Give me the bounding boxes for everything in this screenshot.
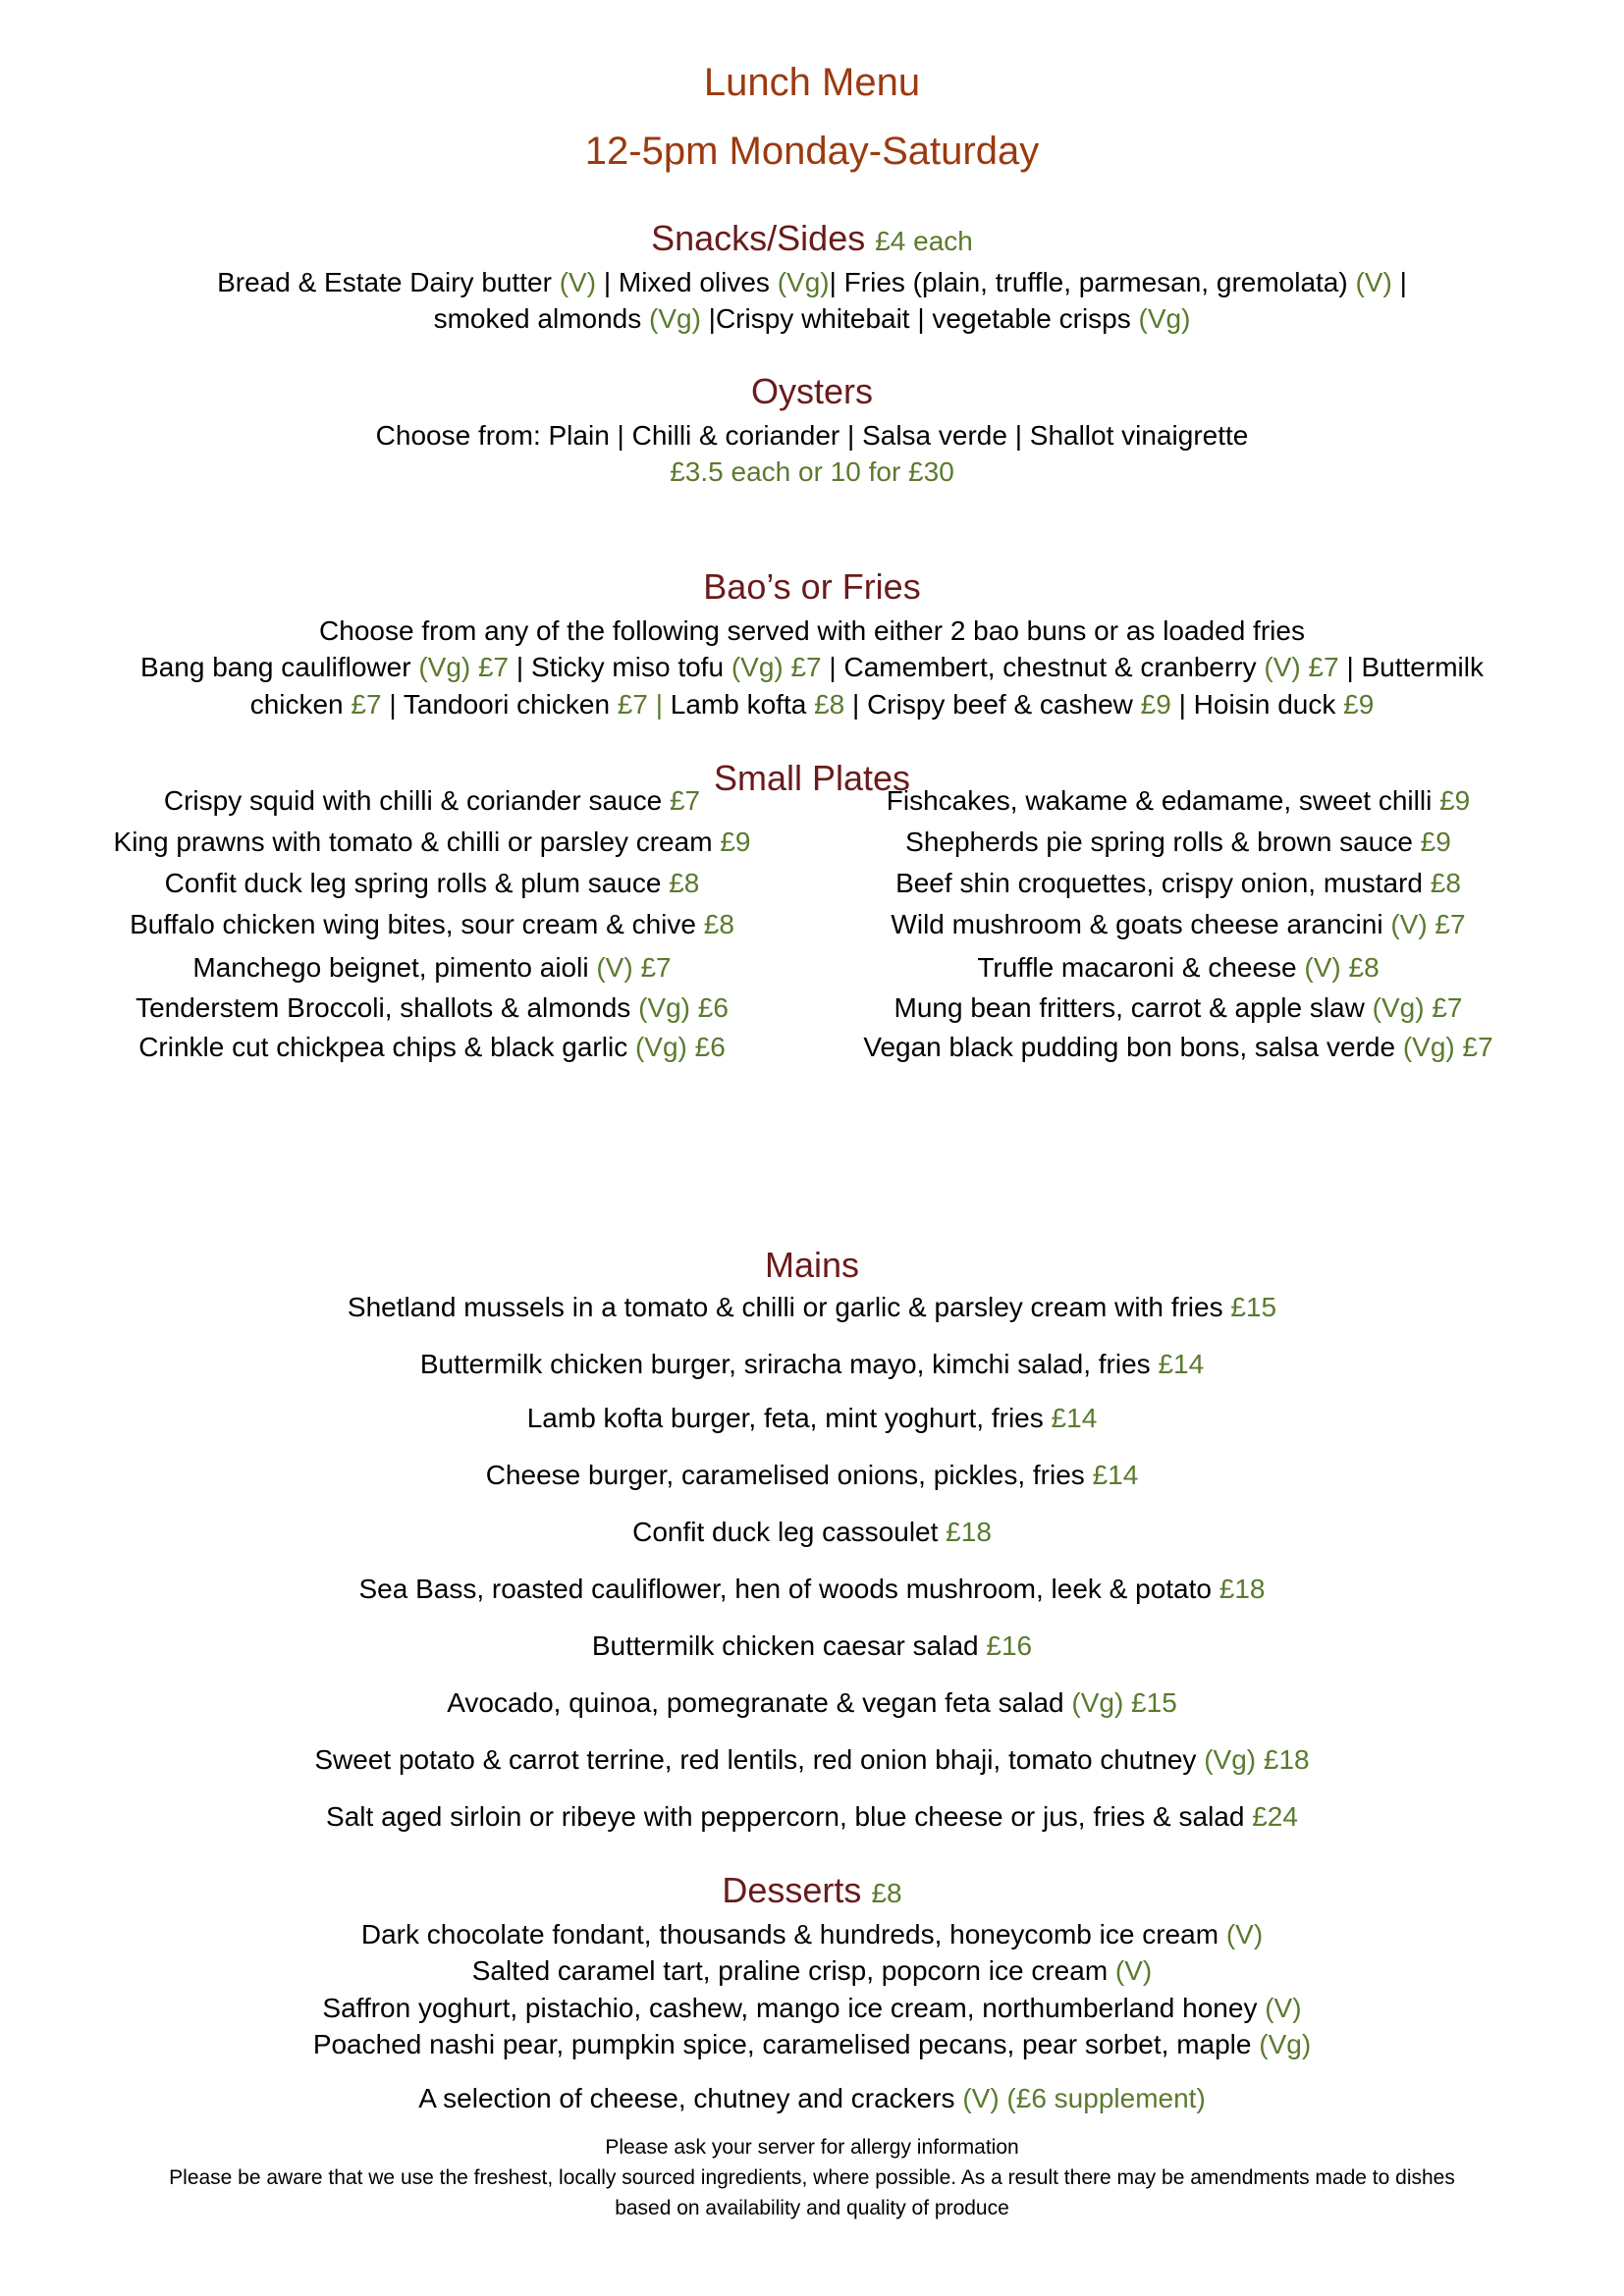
dessert-item bbox=[59, 1953, 1565, 1989]
small-plate-item bbox=[805, 868, 1551, 899]
price-tag: £7 bbox=[669, 785, 701, 816]
item-text: | bbox=[1391, 267, 1407, 297]
snacks-heading bbox=[0, 218, 1624, 259]
small-plate-item bbox=[59, 1032, 805, 1063]
price-tag: (V) bbox=[559, 267, 597, 297]
item-text: Avocado, quinoa, pomegranate & vegan feta salad bbox=[447, 1687, 1072, 1718]
price-tag: £8 bbox=[669, 868, 700, 898]
item-text: Crispy squid with chilli & coriander sauce bbox=[163, 785, 670, 816]
oysters-price: £3.5 each or 10 for £30 bbox=[670, 456, 954, 487]
item-text: Crinkle cut chickpea chips & black garlic bbox=[138, 1032, 635, 1062]
item-text: King prawns with tomato & chilli or parsley cream bbox=[113, 827, 721, 857]
price-tag: £9 bbox=[720, 827, 751, 857]
main-item bbox=[59, 1629, 1565, 1664]
small-plate-item bbox=[59, 785, 805, 817]
price-tag: £8 bbox=[814, 689, 845, 720]
price-tag: £8 bbox=[703, 909, 734, 939]
small-plate-item bbox=[805, 1032, 1551, 1063]
price-tag: £14 bbox=[1092, 1460, 1139, 1490]
menu-hours: 12-5pm Monday-Saturday bbox=[584, 130, 1040, 173]
price-tag: £15 bbox=[1230, 1292, 1277, 1322]
small-plate-item bbox=[59, 827, 805, 858]
item-text: chicken bbox=[249, 689, 352, 720]
item-text: smoked almonds bbox=[433, 303, 649, 334]
main-item bbox=[59, 1458, 1565, 1493]
item-text: Salt aged sirloin or ribeye with peppercorn, blue cheese or jus, fries & salad bbox=[326, 1801, 1253, 1832]
price-tag: £9 bbox=[1343, 689, 1375, 720]
item-text: Vegan black pudding bon bons, salsa verde bbox=[863, 1032, 1403, 1062]
small-plates-heading: Small Plates bbox=[713, 758, 911, 798]
desserts-heading-label: Desserts bbox=[722, 1870, 862, 1910]
dessert-item bbox=[59, 1991, 1565, 2026]
item-text: Manchego beignet, pimento aioli bbox=[192, 952, 597, 983]
item-text: Sweet potato & carrot terrine, red lentils, red onion bhaji, tomato chutney bbox=[314, 1744, 1205, 1775]
price-tag: (V) £7 bbox=[1390, 909, 1466, 939]
dessert-item bbox=[59, 2027, 1565, 2062]
sourcing-note-2: based on availability and quality of produce bbox=[615, 2197, 1009, 2219]
price-tag: £14 bbox=[1051, 1403, 1098, 1433]
small-plate-item bbox=[59, 952, 805, 984]
small-plate-item bbox=[59, 909, 805, 940]
dessert-cheese-selection bbox=[59, 2081, 1565, 2116]
price-tag: £9 bbox=[1420, 827, 1451, 857]
item-text: | Camembert, chestnut & cranberry bbox=[821, 652, 1265, 682]
price-tag: (Vg) bbox=[649, 303, 701, 334]
item-text: Poached nashi pear, pumpkin spice, caramelised pecans, pear sorbet, maple bbox=[312, 2029, 1260, 2059]
item-text: Buttermilk chicken burger, sriracha mayo, kimchi salad, fries bbox=[419, 1349, 1159, 1379]
price-tag: (Vg) £15 bbox=[1071, 1687, 1177, 1718]
snacks-line-2 bbox=[59, 301, 1565, 337]
small-plate-item bbox=[805, 992, 1551, 1024]
item-text: Bread & Estate Dairy butter bbox=[217, 267, 560, 297]
item-text: Buffalo chicken wing bites, sour cream & chive bbox=[130, 909, 704, 939]
item-text: Shetland mussels in a tomato & chilli or garlic & parsley cream with fries bbox=[347, 1292, 1231, 1322]
item-text: Beef shin croquettes, crispy onion, mustard bbox=[895, 868, 1431, 898]
item-text: | Fries (plain, truffle, parmesan, gremolata) bbox=[829, 267, 1356, 297]
price-tag: £18 bbox=[1218, 1574, 1266, 1604]
price-tag: £8 bbox=[1430, 868, 1461, 898]
price-tag: (V) bbox=[1265, 1993, 1302, 2023]
main-item bbox=[59, 1572, 1565, 1607]
item-text: Shepherds pie spring rolls & brown sauce bbox=[905, 827, 1421, 857]
item-text: Lamb kofta burger, feta, mint yoghurt, fries bbox=[526, 1403, 1052, 1433]
item-text: | Buttermilk bbox=[1338, 652, 1484, 682]
desserts-heading bbox=[0, 1870, 1624, 1911]
item-text: Sea Bass, roasted cauliflower, hen of woods mushroom, leek & potato bbox=[358, 1574, 1219, 1604]
item-text: Cheese burger, caramelised onions, pickles, fries bbox=[485, 1460, 1093, 1490]
small-plate-item bbox=[805, 827, 1551, 858]
price-tag: (Vg) £6 bbox=[634, 1032, 726, 1062]
item-text: |Crispy whitebait | vegetable crisps bbox=[700, 303, 1139, 334]
allergy-note: Please ask your server for allergy information bbox=[605, 2136, 1019, 2159]
item-text: | Tandoori chicken bbox=[381, 689, 618, 720]
main-item bbox=[59, 1290, 1565, 1325]
item-text: Lamb kofta bbox=[663, 689, 815, 720]
price-tag: (V) bbox=[1355, 267, 1392, 297]
oysters-choices: Choose from: Plain | Chilli & coriander | Salsa verde | Shallot vinaigrette bbox=[375, 420, 1249, 451]
main-item bbox=[59, 1799, 1565, 1835]
desserts-price: £8 bbox=[871, 1878, 902, 1908]
main-item bbox=[59, 1742, 1565, 1778]
item-text: Confit duck leg spring rolls & plum sauce bbox=[164, 868, 670, 898]
sourcing-note-1: Please be aware that we use the freshest, locally sourced ingredients, where possible. As a result there may be amendments made to dishes bbox=[169, 2166, 1455, 2189]
item-text: | Mixed olives bbox=[596, 267, 778, 297]
item-text: Bang bang cauliflower bbox=[140, 652, 419, 682]
bao-intro: Choose from any of the following served with either 2 bao buns or as loaded fries bbox=[319, 615, 1305, 646]
price-tag: £7 | bbox=[617, 689, 663, 720]
dessert-item bbox=[59, 1917, 1565, 1952]
oysters-heading: Oysters bbox=[750, 371, 873, 411]
price-tag: (V) £7 bbox=[596, 952, 672, 983]
item-text: Fishcakes, wakame & edamame, sweet chilli bbox=[886, 785, 1440, 816]
item-text: Buttermilk chicken caesar salad bbox=[591, 1630, 987, 1661]
bao-line-2 bbox=[59, 687, 1565, 722]
main-item bbox=[59, 1685, 1565, 1721]
item-text: | Hoisin duck bbox=[1170, 689, 1344, 720]
item-text: Tenderstem Broccoli, shallots & almonds bbox=[135, 992, 639, 1023]
small-plate-item bbox=[59, 992, 805, 1024]
small-plate-item bbox=[59, 868, 805, 899]
snacks-heading-label: Snacks/Sides bbox=[651, 218, 866, 258]
main-item bbox=[59, 1401, 1565, 1436]
item-text: | Sticky miso tofu bbox=[509, 652, 731, 682]
price-tag: £9 bbox=[1140, 689, 1171, 720]
item-text: | Crispy beef & cashew bbox=[844, 689, 1141, 720]
item-text: Confit duck leg cassoulet bbox=[632, 1517, 947, 1547]
small-plate-item bbox=[805, 909, 1551, 940]
price-tag: (Vg) £7 bbox=[418, 652, 510, 682]
price-tag: (V) £8 bbox=[1304, 952, 1380, 983]
price-tag: (Vg) bbox=[1138, 303, 1191, 334]
price-tag: £9 bbox=[1439, 785, 1471, 816]
menu-title: Lunch Menu bbox=[703, 61, 921, 104]
item-text: Dark chocolate fondant, thousands & hundreds, honeycomb ice cream bbox=[360, 1919, 1226, 1949]
mains-heading: Mains bbox=[764, 1245, 860, 1285]
price-tag: £7 bbox=[351, 689, 382, 720]
small-plate-item bbox=[805, 785, 1551, 817]
price-tag: (Vg) £18 bbox=[1204, 1744, 1310, 1775]
price-tag: (Vg) bbox=[777, 267, 830, 297]
price-tag: £14 bbox=[1158, 1349, 1205, 1379]
item-text: Saffron yoghurt, pistachio, cashew, mango ice cream, northumberland honey bbox=[322, 1993, 1266, 2023]
price-tag: £16 bbox=[986, 1630, 1033, 1661]
main-item bbox=[59, 1515, 1565, 1550]
small-plate-item bbox=[805, 952, 1551, 984]
price-tag: (Vg) £7 bbox=[1402, 1032, 1493, 1062]
price-tag: (V) (£6 supplement) bbox=[962, 2083, 1206, 2113]
price-tag: (Vg) bbox=[1259, 2029, 1312, 2059]
item-text: A selection of cheese, chutney and crackers bbox=[418, 2083, 963, 2113]
price-tag: £24 bbox=[1252, 1801, 1298, 1832]
snacks-price: £4 each bbox=[875, 226, 973, 256]
snacks-line-1 bbox=[59, 265, 1565, 300]
price-tag: (Vg) £7 bbox=[1372, 992, 1463, 1023]
price-tag: (Vg) £7 bbox=[731, 652, 822, 682]
price-tag: (V) bbox=[1114, 1955, 1153, 1986]
item-text: Mung bean fritters, carrot & apple slaw bbox=[893, 992, 1373, 1023]
item-text: Salted caramel tart, praline crisp, popcorn ice cream bbox=[471, 1955, 1115, 1986]
price-tag: (V) £7 bbox=[1264, 652, 1339, 682]
main-item bbox=[59, 1347, 1565, 1382]
price-tag: £18 bbox=[946, 1517, 992, 1547]
item-text: Truffle macaroni & cheese bbox=[977, 952, 1305, 983]
bao-line-1 bbox=[59, 650, 1565, 685]
price-tag: (Vg) £6 bbox=[638, 992, 729, 1023]
item-text: Wild mushroom & goats cheese arancini bbox=[891, 909, 1391, 939]
price-tag: (V) bbox=[1225, 1919, 1264, 1949]
bao-heading: Bao’s or Fries bbox=[703, 566, 921, 607]
